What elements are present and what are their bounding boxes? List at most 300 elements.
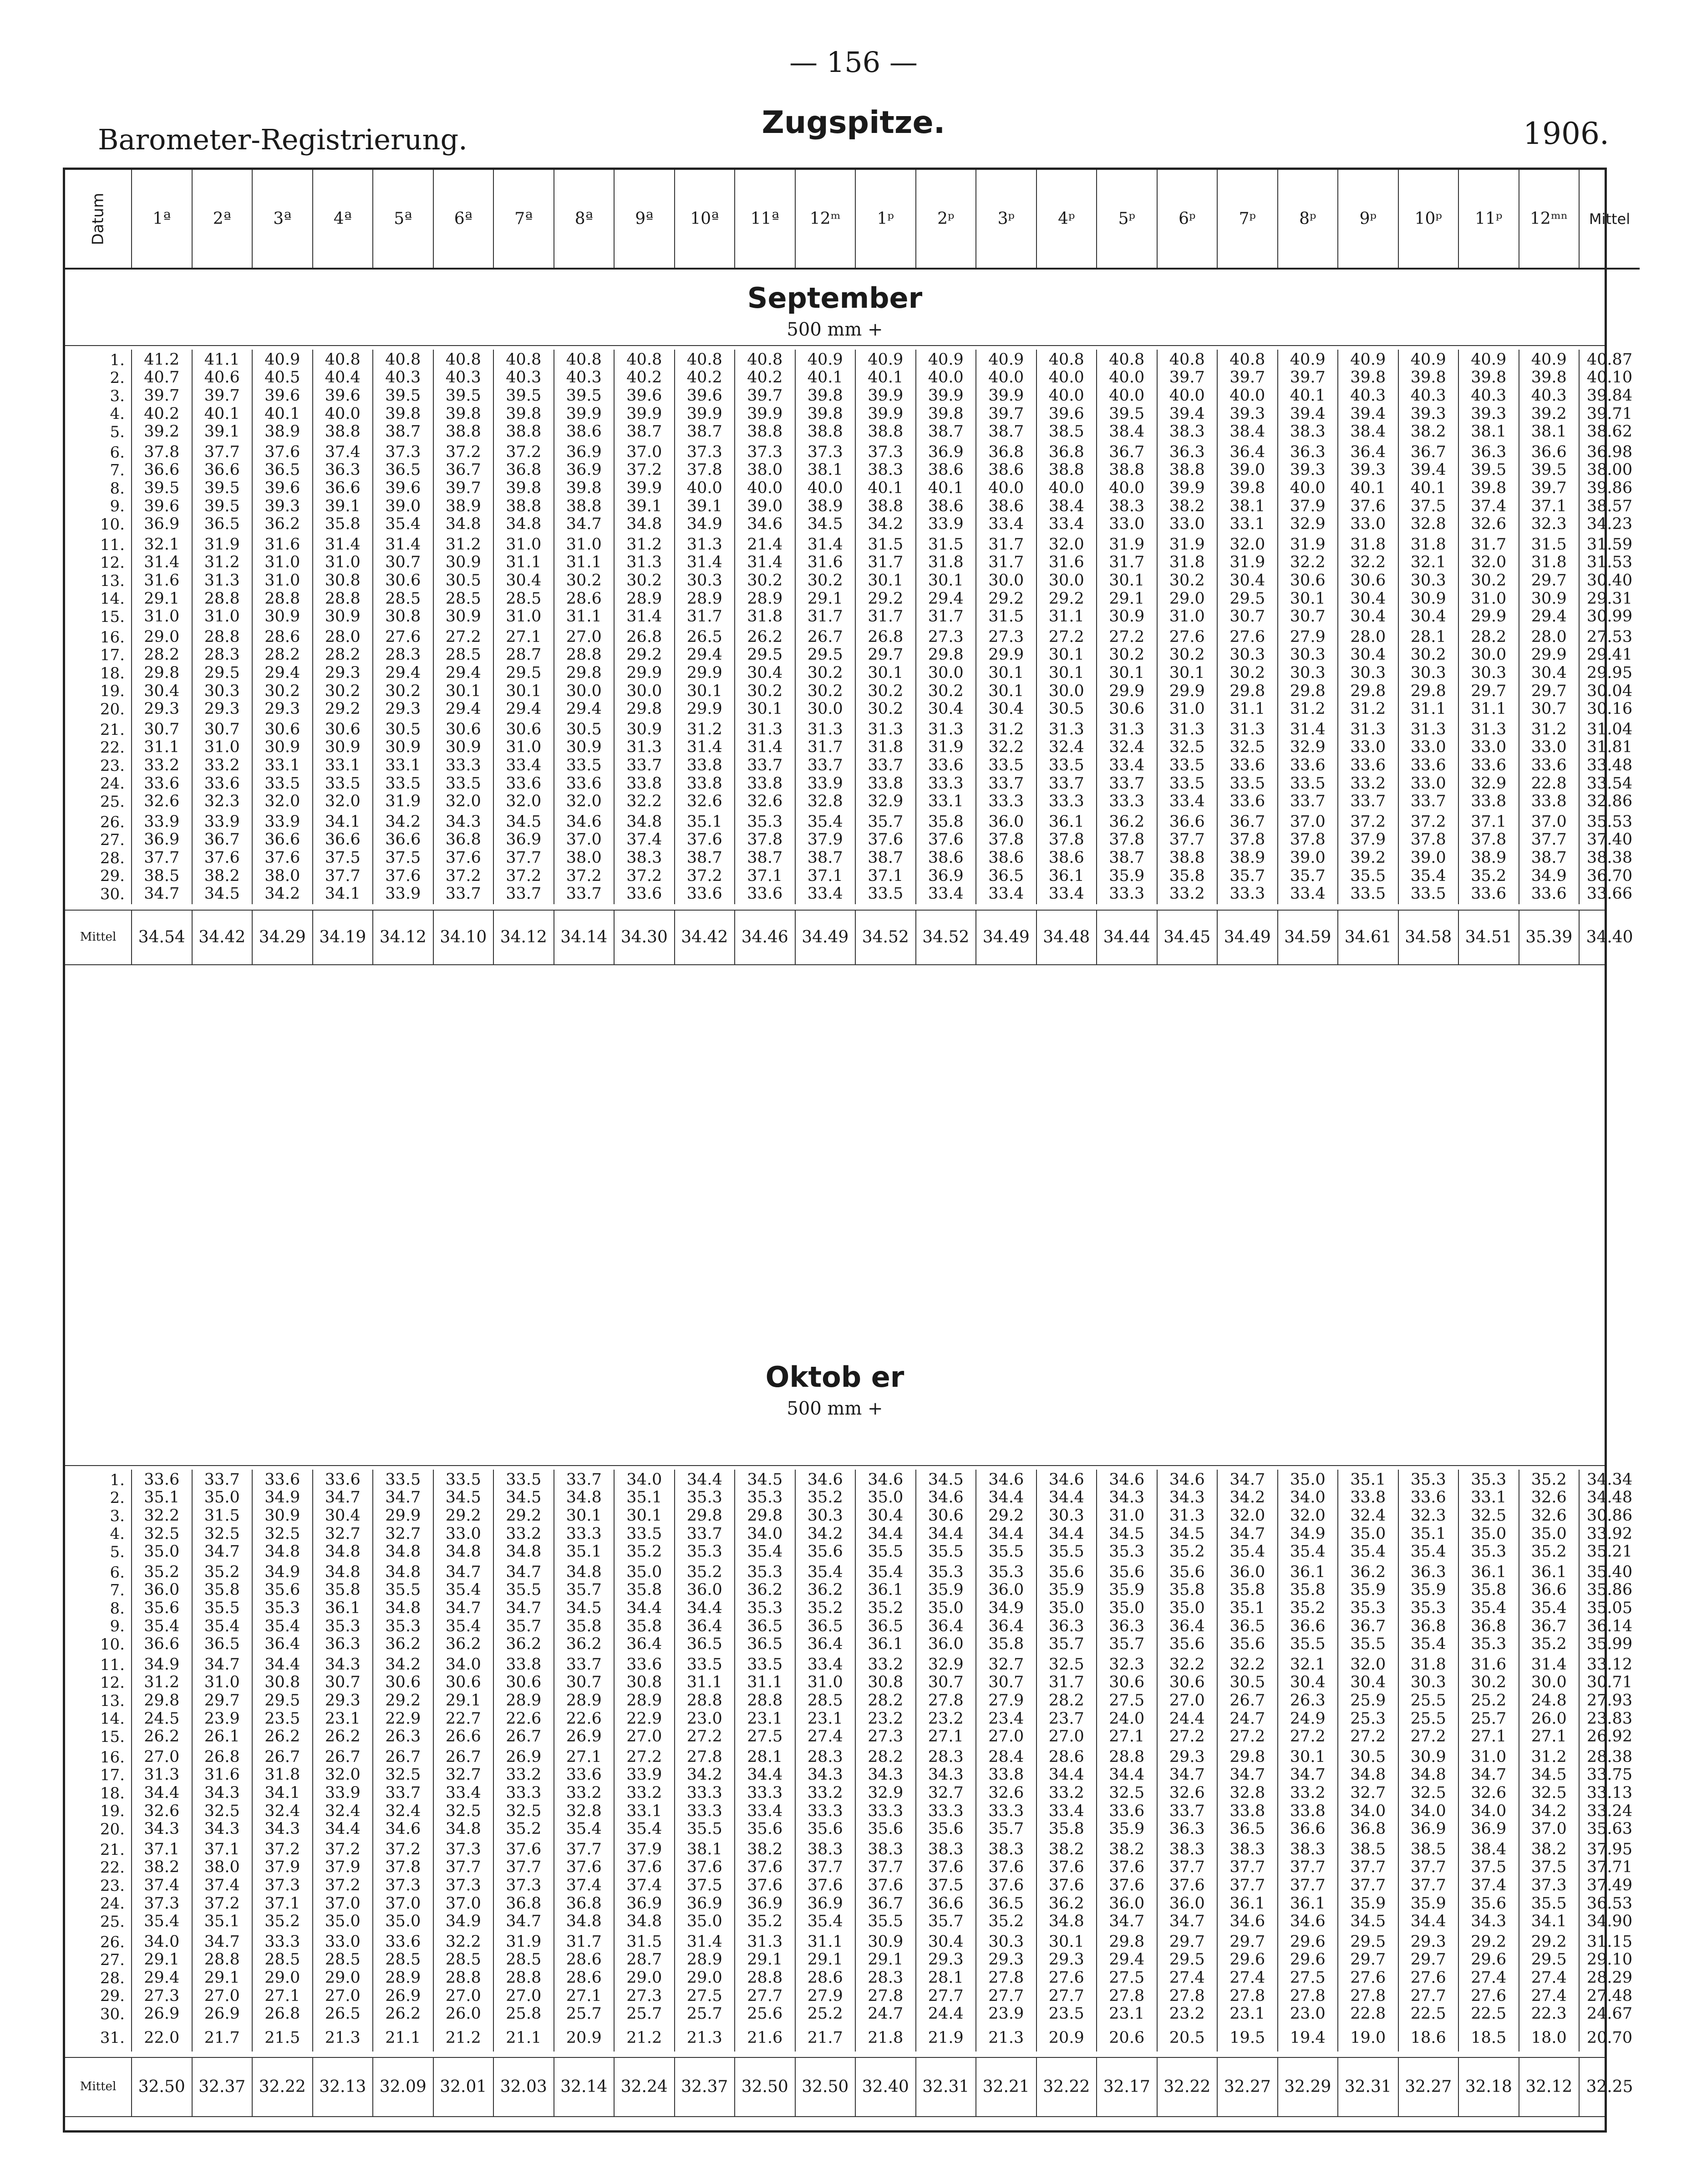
pressure-value: 28.6 [566,1950,602,1969]
pressure-value: 37.7 [1229,1858,1265,1877]
pressure-value: 36.4 [1169,1617,1205,1635]
pressure-value: 22.5 [1471,2005,1507,2023]
pressure-value: 32.4 [1048,738,1084,757]
value-column [1037,1747,1097,1839]
pressure-value: 30.9 [445,738,481,757]
pressure-value: 34.3 [204,1783,240,1802]
pressure-value: 34.2 [264,885,300,903]
pressure-value: 21.3 [325,2028,361,2047]
day-group-cell [252,812,312,904]
pressure-value: 27.6 [1048,1968,1084,1987]
pressure-value: 27.8 [1169,1986,1205,2005]
pressure-value: 30.2 [1169,646,1205,664]
pressure-value: 30.0 [988,571,1024,590]
pressure-value: 27.1 [1531,1727,1567,1746]
pressure-value: 32.6 [1471,515,1507,534]
pressure-value: 37.1 [868,866,904,885]
pressure-value: 36.6 [1290,1820,1326,1838]
value-column [1097,719,1157,812]
hour-header: 4ª [333,209,352,228]
hour-header: 3ª [273,209,292,228]
day-group-cell [614,1655,674,1747]
value-column [1218,1562,1277,1655]
mittel-row-cell [433,2057,493,2116]
mittel-value: 34.52 [862,927,909,947]
pressure-value: 30.1 [928,571,964,590]
pressure-value: 30.6 [928,1506,964,1525]
pressure-value: 30.0 [807,700,843,718]
pressure-value: 31.2 [626,535,662,554]
day-group-cell [1579,1562,1640,1655]
mittel-row-cell [1337,910,1398,964]
day-group-cell [975,719,1036,812]
pressure-value: 32.6 [988,1783,1024,1802]
day-label: 3. [110,1507,125,1525]
day-group-cell [915,1562,976,1655]
value-column [1097,442,1157,535]
pressure-value: 29.8 [928,646,964,664]
header-row-cell [312,170,373,268]
pressure-value: 21.1 [506,2028,542,2047]
day-label: 22. [100,738,125,757]
pressure-value: 29.4 [445,700,481,718]
pressure-value: 32.6 [1531,1488,1567,1507]
pressure-value: 33.3 [928,774,964,793]
pressure-value: 24.4 [1169,1709,1205,1728]
pressure-value: 23.9 [204,1709,240,1728]
pressure-value: 39.4 [1350,404,1386,423]
pressure-value: 32.5 [1169,738,1205,757]
pressure-value: 31.3 [686,535,722,554]
pressure-value: 36.9 [144,515,180,534]
pressure-value: 34.3 [1169,1488,1205,1507]
day-group-cell [131,1747,192,1839]
pressure-value: 37.7 [1350,1876,1386,1894]
pressure-value: 27.0 [204,1986,240,2005]
value-column [916,1932,976,2024]
pressure-value: 39.71 [1586,404,1633,423]
pressure-value: 32.2 [1229,1655,1265,1674]
day-group-cell [1458,1562,1519,1655]
pressure-value: 39.8 [445,404,481,423]
pressure-value: 35.2 [1471,866,1507,885]
pressure-value: 27.6 [1350,1968,1386,1987]
pressure-value: 35.2 [868,1599,904,1617]
hour-header: 11ª [750,209,779,228]
day-group-cell [1398,2024,1458,2052]
pressure-value: 32.8 [807,792,843,811]
pressure-value: 35.2 [807,1488,843,1507]
day-group-cell [1519,1932,1579,2024]
pressure-value: 33.3 [686,1783,722,1802]
pressure-value: 35.4 [1290,1543,1326,1561]
mittel-row-cell [312,910,373,964]
mittel-row-label: Mittel [80,930,117,944]
day-label: 26. [100,1933,125,1951]
header-row [65,170,1640,270]
pressure-value: 38.1 [1229,497,1265,515]
day-group-cell [674,1932,735,2024]
pressure-value: 35.2 [1531,1470,1567,1489]
pressure-value: 24.7 [868,2005,904,2023]
day-group-cell [493,2024,554,2052]
pressure-value: 33.5 [1169,774,1205,793]
mittel-row-cell [1217,2057,1277,2116]
pressure-value: 33.5 [626,1524,662,1543]
pressure-value: 31.2 [988,720,1024,738]
value-column [1097,2024,1157,2052]
pressure-value: 35.1 [204,1912,240,1931]
day-group-cell [1157,2024,1217,2052]
mittel-row-cell [65,910,131,964]
mittel-value: 34.49 [982,927,1030,947]
pressure-value: 37.6 [445,848,481,867]
pressure-value: 28.29 [1586,1968,1633,1987]
day-group-cell [252,1655,312,1747]
pressure-value: 33.7 [1169,1802,1205,1820]
pressure-value: 29.95 [1586,663,1633,682]
value-column [1459,442,1519,535]
value-column [1399,812,1458,904]
pressure-value: 33.3 [566,1524,602,1543]
pressure-value: 35.6 [1169,1635,1205,1654]
day-label: 19. [100,1802,125,1820]
value-column [1580,1932,1640,2024]
pressure-value: 35.0 [1471,1524,1507,1543]
value-column [1218,1932,1277,2024]
pressure-value: 36.0 [1169,1894,1205,1913]
value-column [373,812,433,904]
value-column [1580,1562,1640,1655]
pressure-value: 36.14 [1586,1617,1633,1635]
pressure-value: 32.8 [1229,1783,1265,1802]
day-group-cell [674,1470,735,1562]
day-group-cell [1519,442,1579,535]
pressure-value: 39.1 [686,497,722,515]
mittel-row-cell [795,2057,855,2116]
pressure-value: 33.5 [506,1470,542,1489]
pressure-value: 31.4 [1531,1655,1567,1674]
pressure-value: 26.9 [506,1747,542,1766]
day-group-cell [915,719,976,812]
pressure-value: 36.4 [807,1635,843,1654]
day-group-cell [1398,1470,1458,1562]
day-label: 8. [110,1599,125,1618]
pressure-value: 36.5 [686,1635,722,1654]
value-column [554,627,614,719]
pressure-value: 35.0 [325,1912,361,1931]
day-group-cell [855,627,915,719]
pressure-value: 26.7 [385,1747,421,1766]
pressure-value: 36.2 [385,1635,421,1654]
mittel-value: 32.12 [1525,2077,1573,2096]
pressure-value: 35.0 [626,1563,662,1581]
pressure-value: 37.5 [385,848,421,867]
mittel-row-cell [1519,2057,1579,2116]
pressure-value: 36.7 [1410,443,1446,461]
value-column [1580,442,1640,535]
pressure-value: 31.9 [506,1932,542,1951]
value-column [434,1747,493,1839]
pressure-value: 30.6 [1109,700,1145,718]
value-column [554,535,614,627]
pressure-value: 33.5 [264,774,300,793]
pressure-value: 40.0 [988,368,1024,387]
pressure-value: 40.0 [807,479,843,497]
pressure-value: 38.2 [747,1840,783,1858]
day-group-cell [614,442,674,535]
day-group-cell [1458,442,1519,535]
day-group-cell [192,1470,252,1562]
pressure-value: 39.3 [1290,461,1326,479]
day-group-cell [1458,2024,1519,2052]
pressure-value: 30.9 [445,607,481,626]
pressure-value: 23.5 [264,1709,300,1728]
value-column [1338,2024,1398,2052]
day-group-cell [372,442,433,535]
value-column [373,442,433,535]
pressure-value: 31.2 [144,1673,180,1692]
pressure-value: 33.6 [144,1470,180,1489]
pressure-value: 38.5 [1350,1840,1386,1858]
value-column [796,1747,855,1839]
value-column [554,1562,614,1655]
pressure-value: 30.04 [1586,682,1633,700]
day-labels [65,1655,131,1747]
pressure-value: 23.5 [1048,2005,1084,2023]
pressure-value: 32.0 [264,792,300,811]
pressure-value: 38.3 [1109,497,1145,515]
day-group-cell [1398,350,1458,442]
pressure-value: 22.3 [1531,2005,1567,2023]
day-group-cell [1036,812,1097,904]
pressure-value: 39.9 [1169,479,1205,497]
pressure-value: 34.6 [807,1470,843,1489]
day-group-cell [1579,535,1640,627]
header-row-cell [734,170,795,268]
pressure-value: 18.5 [1471,2028,1507,2047]
pressure-value: 32.5 [445,1802,481,1820]
pressure-value: 30.3 [1229,646,1265,664]
day-group-cell [614,719,674,812]
pressure-value: 30.16 [1586,700,1633,718]
pressure-value: 34.4 [264,1655,300,1674]
day-group-cell [1579,1839,1640,1932]
pressure-value: 30.3 [1290,663,1326,682]
value-column [1158,719,1217,812]
pressure-value: 35.5 [1531,1894,1567,1913]
pressure-value: 27.1 [1471,1727,1507,1746]
pressure-value: 32.5 [1109,1783,1145,1802]
day-group [65,812,1640,904]
day-group-cell [734,350,795,442]
pressure-value: 34.9 [1531,866,1567,885]
day-group-cell [795,442,855,535]
pressure-value: 35.8 [626,1581,662,1599]
day-group-cell [674,1655,735,1747]
pressure-value: 37.8 [1048,830,1084,849]
pressure-value: 30.5 [566,720,602,738]
pressure-value: 37.8 [144,443,180,461]
pressure-value: 31.9 [1109,535,1145,554]
value-column [132,719,192,812]
pressure-value: 38.7 [385,423,421,441]
pressure-value: 39.9 [988,386,1024,405]
pressure-value: 36.6 [1531,1581,1567,1599]
pressure-value: 35.3 [988,1563,1024,1581]
day-group-cell [1157,442,1217,535]
value-column [856,719,915,812]
pressure-value: 39.3 [1229,404,1265,423]
value-column [1097,1470,1157,1562]
pressure-value: 27.7 [988,1986,1024,2005]
pressure-value: 38.3 [1290,1840,1326,1858]
mittel-row-cell [493,2057,554,2116]
mittel-row-cell [192,910,252,964]
day-label: 17. [100,1766,125,1784]
pressure-value: 32.9 [1290,515,1326,534]
pressure-value: 34.8 [1410,1766,1446,1784]
value-column [132,1932,192,2024]
day-labels [65,442,131,535]
value-column [373,1470,433,1562]
pressure-value: 28.8 [204,627,240,646]
mittel-row-cell [855,2057,915,2116]
day-group-cell [192,1562,252,1655]
value-column [1399,1562,1458,1655]
pressure-value: 35.8 [626,1617,662,1635]
pressure-value: 25.8 [506,2005,542,2023]
hour-header: 2ᵖ [937,209,955,228]
day-group-cell [975,627,1036,719]
pressure-value: 30.5 [385,720,421,738]
day-group-cell [1217,1562,1277,1655]
pressure-value: 34.8 [506,1543,542,1561]
day-group-cell [614,627,674,719]
day-label: 18. [100,664,125,682]
pressure-value: 33.2 [144,756,180,774]
pressure-value: 27.4 [1169,1968,1205,1987]
pressure-value: 34.7 [385,1488,421,1507]
pressure-value: 39.2 [1350,848,1386,867]
mittel-header: Mittel [1589,210,1631,228]
pressure-value: 34.5 [807,515,843,534]
value-column [373,1839,433,1932]
value-column [916,1470,976,1562]
day-group-cell [614,1562,674,1655]
day-group-cell [1458,1470,1519,1562]
day-group-cell [252,350,312,442]
day-group-cell [1519,719,1579,812]
pressure-value: 25.9 [1350,1691,1386,1710]
day-group [65,627,1640,719]
pressure-value: 33.3 [506,1783,542,1802]
pressure-value: 26.9 [385,1986,421,2005]
pressure-value: 35.9 [1109,1581,1145,1599]
pressure-value: 35.3 [747,1599,783,1617]
day-labels [65,627,131,719]
pressure-value: 32.2 [626,792,662,811]
pressure-value: 39.3 [1471,404,1507,423]
value-column [434,1932,493,2024]
pressure-value: 37.95 [1586,1840,1633,1858]
pressure-value: 38.6 [988,848,1024,867]
pressure-value: 40.0 [1048,479,1084,497]
pressure-value: 36.70 [1586,866,1633,885]
pressure-value: 31.0 [325,553,361,572]
pressure-value: 29.0 [144,627,180,646]
pressure-value: 29.1 [144,1950,180,1969]
pressure-value: 33.0 [1410,774,1446,793]
mittel-row-cell [372,910,433,964]
value-column [796,535,855,627]
pressure-value: 34.4 [686,1599,722,1617]
pressure-value: 36.1 [1290,1894,1326,1913]
pressure-value: 30.2 [807,663,843,682]
pressure-value: 28.3 [868,1968,904,1987]
value-column [193,1932,252,2024]
pressure-value: 33.3 [988,792,1024,811]
pressure-value: 33.9 [385,885,421,903]
pressure-value: 28.5 [506,589,542,608]
pressure-value: 35.6 [1109,1563,1145,1581]
pressure-value: 40.8 [445,350,481,369]
value-column [1338,1747,1398,1839]
day-group-cell [1337,1470,1398,1562]
pressure-value: 35.6 [264,1581,300,1599]
pressure-value: 40.0 [1229,386,1265,405]
pressure-value: 35.9 [928,1581,964,1599]
pressure-value: 33.7 [1350,792,1386,811]
day-label: 29. [100,867,125,885]
value-column [1158,1655,1217,1747]
pressure-value: 31.4 [686,738,722,757]
pressure-value: 34.6 [868,1470,904,1489]
pressure-value: 35.0 [204,1488,240,1507]
day-group-cell [855,1932,915,2024]
day-group-cell [1157,1655,1217,1747]
value-column [1218,535,1277,627]
value-column [1519,1932,1579,2024]
pressure-value: 37.1 [747,866,783,885]
pressure-value: 33.4 [807,885,843,903]
pressure-value: 37.7 [1169,1858,1205,1877]
value-column [554,2024,614,2052]
pressure-value: 37.40 [1586,830,1633,849]
pressure-value: 40.9 [264,350,300,369]
value-column [373,2024,433,2052]
pressure-value: 27.0 [626,1727,662,1746]
value-column [675,350,735,442]
pressure-value: 29.6 [1290,1932,1326,1951]
pressure-value: 37.6 [264,848,300,867]
pressure-value: 27.3 [868,1727,904,1746]
pressure-value: 33.2 [204,756,240,774]
pressure-value: 40.8 [626,350,662,369]
pressure-value: 31.3 [204,571,240,590]
value-column [494,719,554,812]
pressure-value: 31.1 [1410,700,1446,718]
pressure-value: 39.7 [144,386,180,405]
pressure-value: 30.4 [1229,571,1265,590]
pressure-value: 40.8 [1229,350,1265,369]
pressure-value: 33.3 [868,1802,904,1820]
day-group-cell [493,1470,554,1562]
day-label: 29. [100,1987,125,2005]
pressure-value: 32.0 [1471,553,1507,572]
pressure-value: 33.8 [868,774,904,793]
pressure-value: 29.1 [807,589,843,608]
